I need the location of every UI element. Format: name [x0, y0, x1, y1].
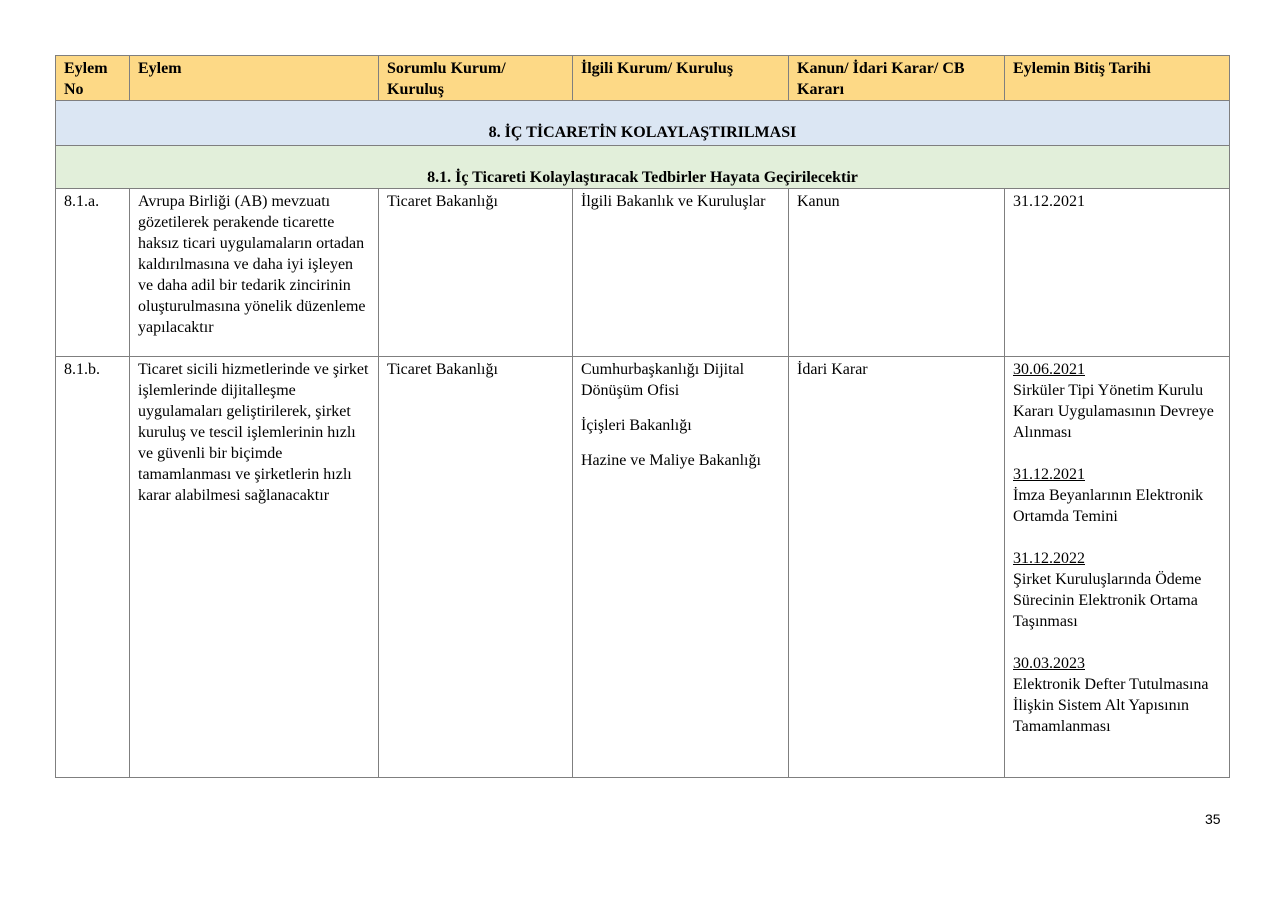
header-ilgili-kurum: İlgili Kurum/ Kuruluş	[573, 56, 789, 101]
milestone-date: 30.03.2023	[1013, 655, 1085, 672]
milestone	[1013, 464, 1221, 527]
related-institution: İlgili Bakanlık ve Kuruluşlar	[581, 193, 766, 210]
milestone-text: Sirküler Tipi Yönetim Kurulu Kararı Uygulamasının Devreye Alınması	[1013, 382, 1214, 441]
action-number: 8.1.b.	[56, 357, 130, 778]
related-institution: İçişleri Bakanlığı	[581, 417, 692, 434]
header-eylem-no: Eylem No	[56, 56, 130, 101]
related-institutions	[573, 189, 789, 357]
table-row	[56, 189, 1230, 357]
action-description: Avrupa Birliği (AB) mevzuatı gözetilerek perakende ticarette haksız ticari uygulamaların ortadan kaldırılmasına ve daha iyi işleyen ve daha adil bir tedarik zincirinin oluşturulmasına yönelik düzenleme yapılacaktır	[130, 189, 379, 357]
milestone-text: Elektronik Defter Tutulmasına İlişkin Sistem Alt Yapısının Tamamlanması	[1013, 676, 1209, 735]
section-row	[56, 101, 1230, 146]
page-number: 35	[1205, 811, 1221, 827]
action-plan-table	[55, 55, 1230, 778]
milestones	[1005, 357, 1230, 778]
end-date: 31.12.2021	[1005, 189, 1230, 357]
decision-type: İdari Karar	[789, 357, 1005, 778]
responsible-institution: Ticaret Bakanlığı	[379, 357, 573, 778]
subsection-row	[56, 146, 1230, 189]
table-row	[56, 357, 1230, 778]
related-institution: Hazine ve Maliye Bakanlığı	[581, 452, 761, 469]
milestone-date: 31.12.2022	[1013, 550, 1085, 567]
table-header-row	[56, 56, 1230, 101]
milestone	[1013, 653, 1221, 737]
header-sorumlu-kurum: Sorumlu Kurum/ Kuruluş	[379, 56, 573, 101]
milestone-text: İmza Beyanlarının Elektronik Ortamda Temini	[1013, 487, 1204, 525]
header-bitis-tarihi: Eylemin Bitiş Tarihi	[1005, 56, 1230, 101]
milestone	[1013, 548, 1221, 632]
section-title: 8. İÇ TİCARETİN KOLAYLAŞTIRILMASI	[56, 101, 1230, 146]
header-kanun: Kanun/ İdari Karar/ CB Kararı	[789, 56, 1005, 101]
milestone-text: Şirket Kuruluşlarında Ödeme Sürecinin Elektronik Ortama Taşınması	[1013, 571, 1202, 630]
milestone-date: 30.06.2021	[1013, 361, 1085, 378]
related-institution: Cumhurbaşkanlığı Dijital Dönüşüm Ofisi	[581, 361, 745, 399]
related-institutions	[573, 357, 789, 778]
milestone	[1013, 359, 1221, 443]
milestone-date: 31.12.2021	[1013, 466, 1085, 483]
header-eylem: Eylem	[130, 56, 379, 101]
decision-type: Kanun	[789, 189, 1005, 357]
responsible-institution: Ticaret Bakanlığı	[379, 189, 573, 357]
action-number: 8.1.a.	[56, 189, 130, 357]
subsection-title: 8.1. İç Ticareti Kolaylaştıracak Tedbirler Hayata Geçirilecektir	[56, 146, 1230, 189]
action-description: Ticaret sicili hizmetlerinde ve şirket işlemlerinde dijitalleşme uygulamaları geliştirilerek, şirket kuruluş ve tescil işlemlerinin hızlı ve güvenli bir biçimde tamamlanması ve şirketlerin hızlı karar alabilmesi sağlanacaktır	[130, 357, 379, 778]
